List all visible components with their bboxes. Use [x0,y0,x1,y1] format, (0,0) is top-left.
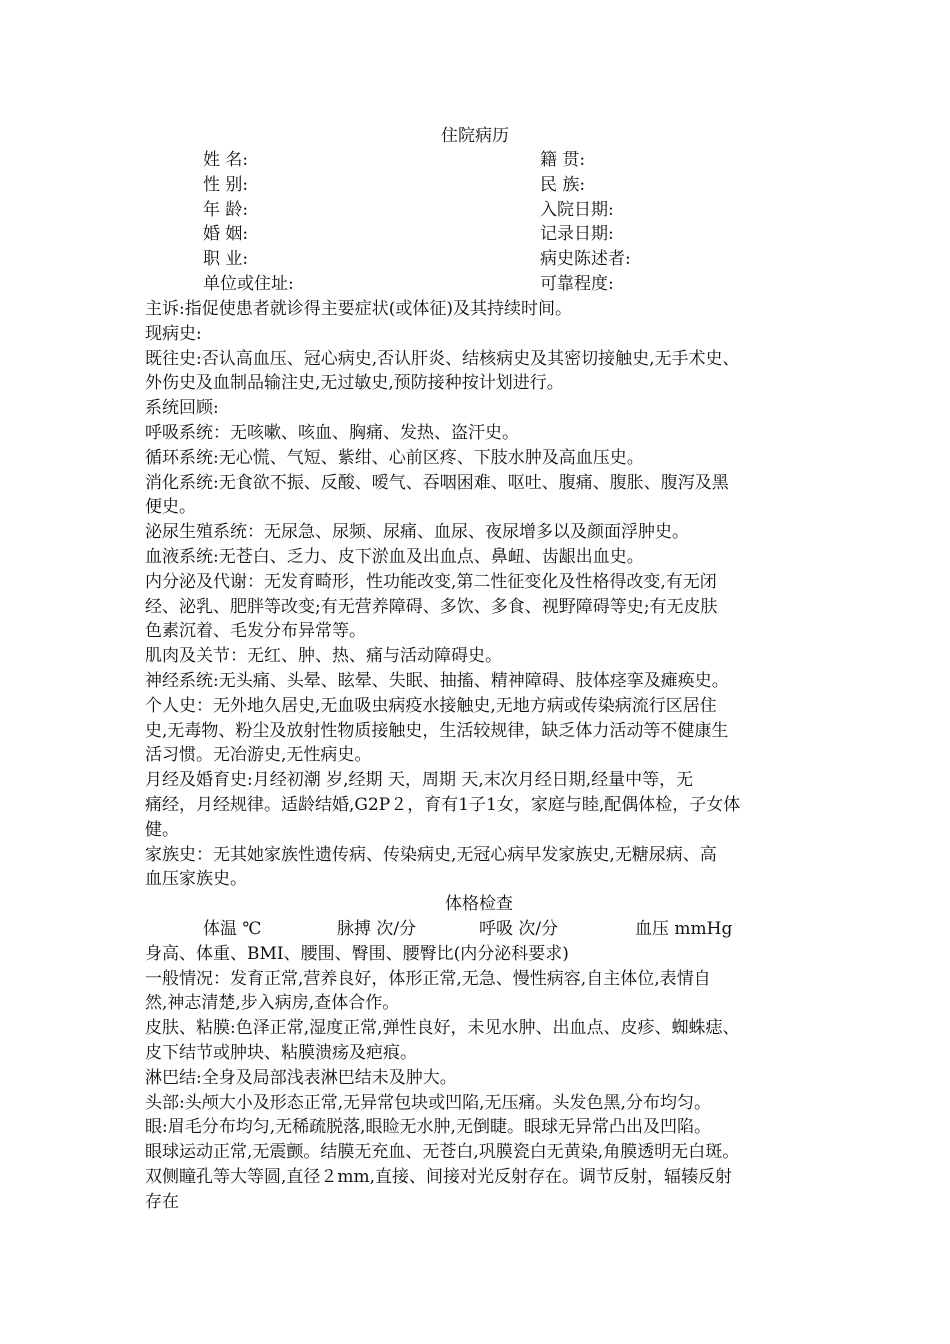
field-admission-date-label: 入院日期: [540,199,614,220]
field-record-date-label: 记录日期: [540,224,614,245]
field-name-label: 姓 名: [203,150,249,170]
header-row [0,148,950,173]
header-row [0,247,950,272]
header-row [0,198,950,223]
history-line: 色素沉着、毛发分布异常等。 [145,621,366,642]
history-line: 肌肉及关节：无红、肿、热、痛与活动障碍史。 [145,646,502,667]
blood-pressure-label: 血压 mmHg [635,918,733,939]
exam-section-title: 体格检查 [445,894,513,915]
history-line: 血液系统:无苍白、乏力、皮下淤血及出血点、鼻衄、齿龈出血史。 [145,546,644,567]
exam-line: 双侧瞳孔等大等圆,直径２mm,直接、间接对光反射存在。调节反射，辐辏反射 [145,1166,733,1187]
history-line: 既往史:否认高血压、冠心病史,否认肝炎、结核病史及其密切接触史,无手术史、 [145,348,740,369]
field-reliability-label: 可靠程度: [540,273,614,294]
history-line: 血压家族史。 [145,869,247,890]
field-occupation-label: 职 业: [203,249,249,270]
history-line: 消化系统:无食欲不振、反酸、嗳气、吞咽困难、呕吐、腹痛、腹胀、腹泻及黑 [145,472,729,493]
exam-line: 身高、体重、BMI、腰围、臀围、腰臀比(内分泌科要求) [145,943,569,964]
pulse-label: 脉搏 次/分 [337,918,417,939]
history-line: 系统回顾: [145,398,219,419]
respiration-label: 呼吸 次/分 [479,918,559,939]
history-line: 痛经，月经规律。适龄结婚,G2P２，育有1子1女，家庭与睦,配偶体检，子女体 [145,794,741,815]
exam-line: 淋巴结:全身及局部浅表淋巴结未及肿大。 [145,1067,457,1088]
history-line: 便史。 [145,497,196,518]
exam-line: 一般情况：发育正常,营养良好，体形正常,无急、慢性病容,自主体位,表情自 [145,968,711,989]
history-line: 活习惯。无冶游史,无性病史。 [145,745,372,766]
field-address-label: 单位或住址: [203,273,294,294]
exam-line: 然,神志清楚,步入病房,查体合作。 [145,993,400,1014]
history-line: 月经及婚育史:月经初潮 岁,经期 天，周期 天,末次月经日期,经量中等，无 [145,770,694,791]
history-line: 呼吸系统：无咳嗽、咳血、胸痛、发热、盗汗史。 [145,422,519,443]
header-row [0,222,950,247]
history-line: 循环系统:无心慌、气短、紫绀、心前区疼、下肢水肿及高血压史。 [145,447,644,468]
exam-line: 皮下结节或肿块、粘膜溃疡及疤痕。 [145,1042,417,1063]
field-marital-label: 婚 姻: [203,224,249,245]
exam-line: 皮肤、粘膜:色泽正常,湿度正常,弹性良好，未见水肿、出血点、皮疹、蜘蛛痣、 [145,1018,740,1039]
patient-info-header [0,148,950,297]
history-line: 史,无毒物、粉尘及放射性物质接触史，生活较规律，缺乏体力活动等不健康生 [145,720,729,741]
history-line: 神经系统:无头痛、头晕、眩晕、失眠、抽搐、精神障碍、肢体痉挛及瘫痪史。 [145,670,729,691]
history-line: 外伤史及血制品输注史,无过敏史,预防接种按计划进行。 [145,373,564,394]
vital-signs-row [145,917,813,942]
exam-line: 眼球运动正常,无震颤。结膜无充血、无苍白,巩膜瓷白无黄染,角膜透明无白斑。 [145,1142,740,1163]
history-line: 泌尿生殖系统：无尿急、尿频、尿痛、血尿、夜尿增多以及颜面浮肿史。 [145,522,689,543]
history-line: 内分泌及代谢：无发育畸形，性功能改变,第二性征变化及性格得改变,有无闭 [145,571,717,592]
history-line: 家族史：无其她家族性遗传病、传染病史,无冠心病早发家族史,无糖尿病、高 [145,844,717,865]
history-line: 现病史: [145,323,202,344]
exam-line: 存在 [145,1191,179,1212]
field-native-place-label: 籍 贯: [540,150,586,170]
temperature-label: 体温 ℃ [203,918,262,939]
field-sex-label: 性 别: [203,174,249,195]
exam-line: 眼:眉毛分布均匀,无稀疏脱落,眼睑无水肿,无倒睫。眼球无异常凸出及凹陷。 [145,1117,711,1138]
exam-line: 头部:头颅大小及形态正常,无异常包块或凹陷,无压痛。头发色黑,分布均匀。 [145,1092,711,1113]
field-age-label: 年 龄: [203,199,249,220]
field-narrator-label: 病史陈述者: [540,249,631,270]
document-title: 住院病历 [441,126,509,146]
record-body [145,297,813,1214]
history-line: 个人史：无外地久居史,无血吸虫病疫水接触史,无地方病或传染病流行区居住 [145,695,717,716]
header-row [0,272,950,297]
history-line: 主诉:指促使患者就诊得主要症状(或体征)及其持续时间。 [145,299,572,319]
history-line: 健。 [145,819,179,840]
header-row [0,173,950,198]
field-ethnicity-label: 民 族: [540,174,586,195]
history-line: 经、泌乳、肥胖等改变;有无营养障碍、多饮、多食、视野障碍等史;有无皮肤 [145,596,718,617]
